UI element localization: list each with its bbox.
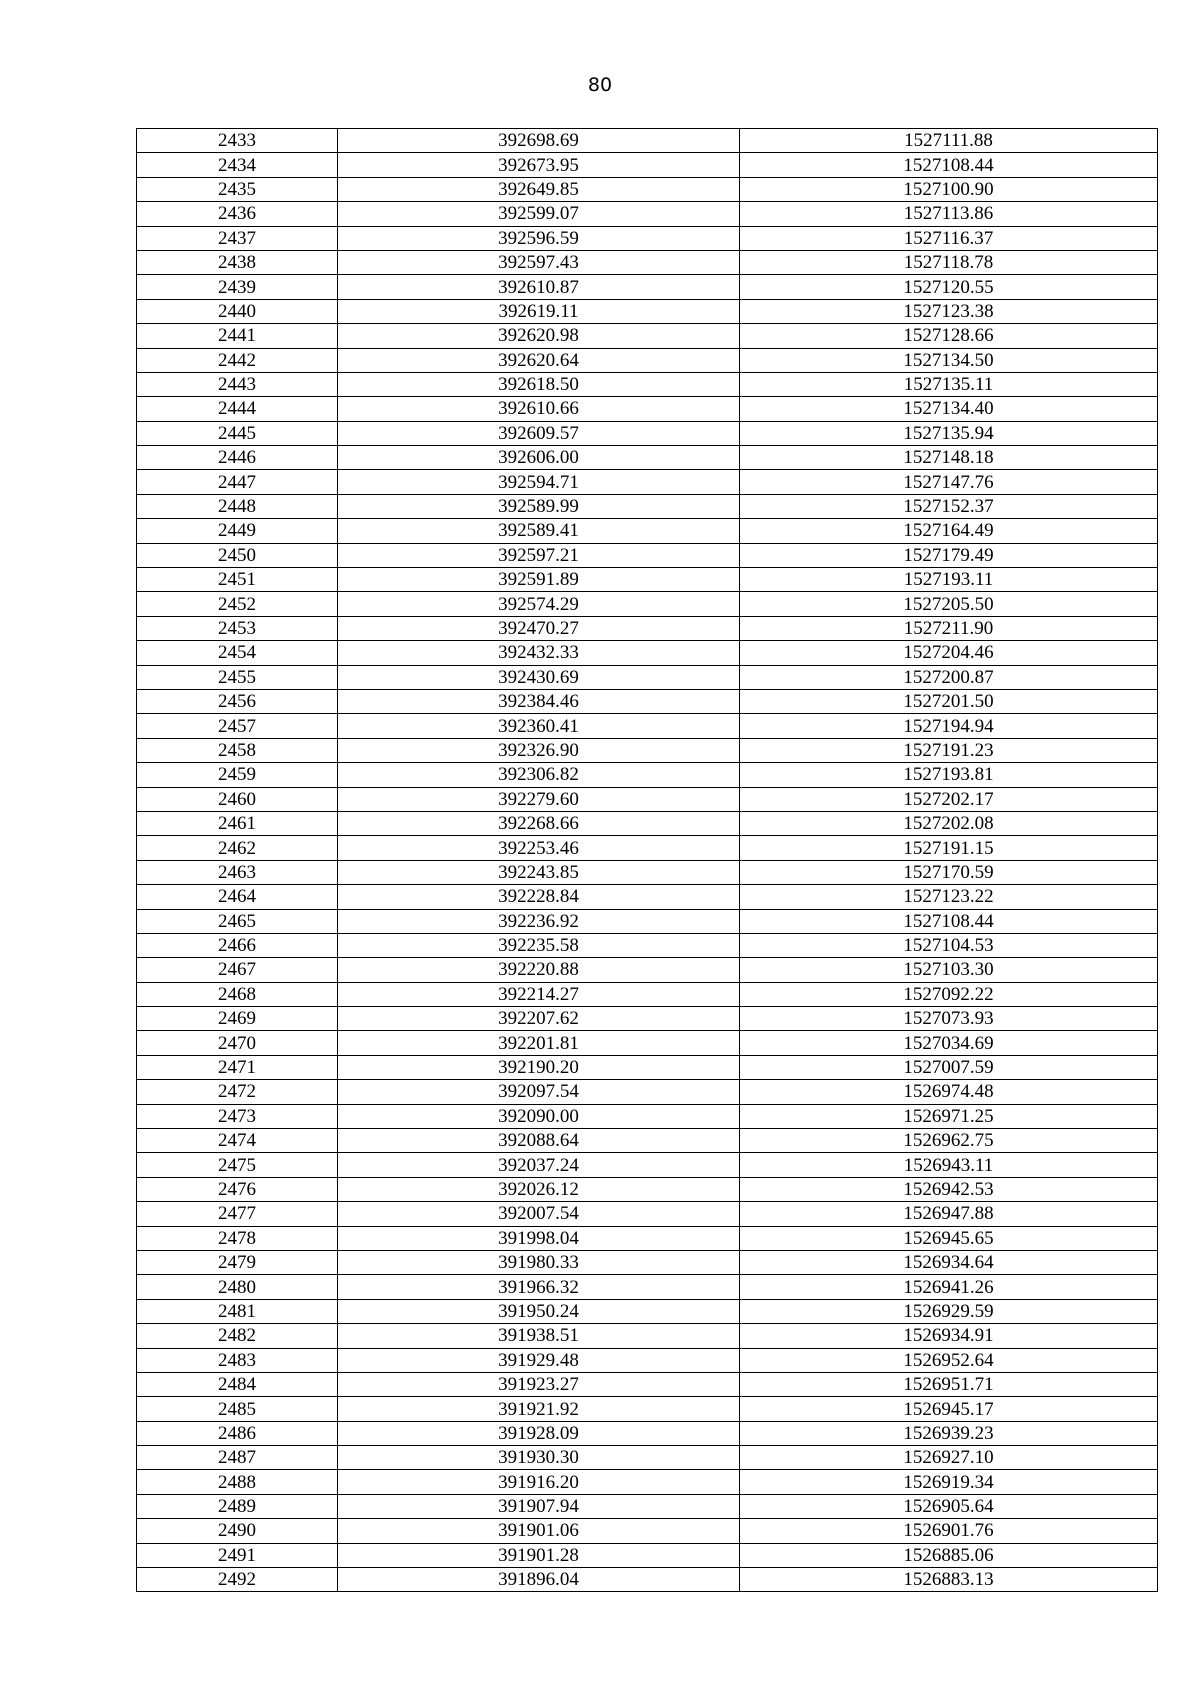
point-number-cell: 2486 (137, 1421, 338, 1445)
table-row (137, 1568, 1158, 1592)
y-coordinate-cell: 1526939.23 (740, 1421, 1158, 1445)
point-number-cell: 2449 (137, 519, 338, 543)
point-number-cell: 2434 (137, 153, 338, 177)
y-coordinate-cell: 1526883.13 (740, 1568, 1158, 1592)
y-coordinate-cell: 1526941.26 (740, 1275, 1158, 1299)
y-coordinate-cell: 1527148.18 (740, 446, 1158, 470)
point-number-cell: 2447 (137, 470, 338, 494)
point-number-cell: 2466 (137, 933, 338, 957)
point-number-cell: 2458 (137, 738, 338, 762)
table-row (137, 202, 1158, 226)
table-row (137, 446, 1158, 470)
coordinates-table (136, 128, 1158, 1592)
x-coordinate-cell: 391950.24 (338, 1299, 740, 1323)
y-coordinate-cell: 1527111.88 (740, 129, 1158, 153)
table-row (137, 1494, 1158, 1518)
point-number-cell: 2476 (137, 1177, 338, 1201)
y-coordinate-cell: 1526974.48 (740, 1080, 1158, 1104)
point-number-cell: 2464 (137, 885, 338, 909)
x-coordinate-cell: 392432.33 (338, 641, 740, 665)
point-number-cell: 2460 (137, 787, 338, 811)
x-coordinate-cell: 392190.20 (338, 1055, 740, 1079)
point-number-cell: 2446 (137, 446, 338, 470)
point-number-cell: 2439 (137, 275, 338, 299)
table-row (137, 129, 1158, 153)
table-row (137, 1226, 1158, 1250)
x-coordinate-cell: 391928.09 (338, 1421, 740, 1445)
point-number-cell: 2445 (137, 421, 338, 445)
y-coordinate-cell: 1526971.25 (740, 1104, 1158, 1128)
table-row (137, 275, 1158, 299)
point-number-cell: 2478 (137, 1226, 338, 1250)
y-coordinate-cell: 1527202.17 (740, 787, 1158, 811)
x-coordinate-cell: 392596.59 (338, 226, 740, 250)
point-number-cell: 2490 (137, 1519, 338, 1543)
table-row (137, 1543, 1158, 1567)
table-row (137, 1031, 1158, 1055)
point-number-cell: 2450 (137, 543, 338, 567)
point-number-cell: 2471 (137, 1055, 338, 1079)
x-coordinate-cell: 392610.66 (338, 397, 740, 421)
x-coordinate-cell: 392698.69 (338, 129, 740, 153)
table-row (137, 1250, 1158, 1274)
x-coordinate-cell: 392306.82 (338, 763, 740, 787)
x-coordinate-cell: 392618.50 (338, 372, 740, 396)
y-coordinate-cell: 1527007.59 (740, 1055, 1158, 1079)
point-number-cell: 2443 (137, 372, 338, 396)
point-number-cell: 2436 (137, 202, 338, 226)
table-row (137, 299, 1158, 323)
y-coordinate-cell: 1527194.94 (740, 714, 1158, 738)
y-coordinate-cell: 1527116.37 (740, 226, 1158, 250)
table-row (137, 1129, 1158, 1153)
y-coordinate-cell: 1527211.90 (740, 616, 1158, 640)
x-coordinate-cell: 391901.28 (338, 1543, 740, 1567)
table-row (137, 348, 1158, 372)
x-coordinate-cell: 392201.81 (338, 1031, 740, 1055)
x-coordinate-cell: 391929.48 (338, 1348, 740, 1372)
x-coordinate-cell: 392268.66 (338, 811, 740, 835)
y-coordinate-cell: 1527201.50 (740, 689, 1158, 713)
point-number-cell: 2437 (137, 226, 338, 250)
point-number-cell: 2480 (137, 1275, 338, 1299)
y-coordinate-cell: 1527204.46 (740, 641, 1158, 665)
table-row (137, 787, 1158, 811)
x-coordinate-cell: 392220.88 (338, 958, 740, 982)
table-row (137, 1202, 1158, 1226)
y-coordinate-cell: 1527100.90 (740, 177, 1158, 201)
point-number-cell: 2457 (137, 714, 338, 738)
y-coordinate-cell: 1526951.71 (740, 1372, 1158, 1396)
point-number-cell: 2472 (137, 1080, 338, 1104)
y-coordinate-cell: 1527118.78 (740, 250, 1158, 274)
table-row (137, 1275, 1158, 1299)
x-coordinate-cell: 392026.12 (338, 1177, 740, 1201)
point-number-cell: 2475 (137, 1153, 338, 1177)
x-coordinate-cell: 391938.51 (338, 1324, 740, 1348)
x-coordinate-cell: 391907.94 (338, 1494, 740, 1518)
x-coordinate-cell: 392326.90 (338, 738, 740, 762)
x-coordinate-cell: 392430.69 (338, 665, 740, 689)
table-row (137, 763, 1158, 787)
y-coordinate-cell: 1527108.44 (740, 153, 1158, 177)
x-coordinate-cell: 391921.92 (338, 1397, 740, 1421)
page-number: 80 (587, 74, 613, 96)
point-number-cell: 2440 (137, 299, 338, 323)
table-row (137, 1421, 1158, 1445)
x-coordinate-cell: 392235.58 (338, 933, 740, 957)
x-coordinate-cell: 392589.99 (338, 494, 740, 518)
table-row (137, 665, 1158, 689)
point-number-cell: 2455 (137, 665, 338, 689)
table-row (137, 689, 1158, 713)
x-coordinate-cell: 392090.00 (338, 1104, 740, 1128)
table-row (137, 1177, 1158, 1201)
table-row (137, 1348, 1158, 1372)
table-row (137, 885, 1158, 909)
point-number-cell: 2487 (137, 1446, 338, 1470)
x-coordinate-cell: 392088.64 (338, 1129, 740, 1153)
table-row (137, 568, 1158, 592)
x-coordinate-cell: 392384.46 (338, 689, 740, 713)
x-coordinate-cell: 392574.29 (338, 592, 740, 616)
x-coordinate-cell: 392619.11 (338, 299, 740, 323)
point-number-cell: 2468 (137, 982, 338, 1006)
point-number-cell: 2474 (137, 1129, 338, 1153)
point-number-cell: 2469 (137, 1007, 338, 1031)
point-number-cell: 2454 (137, 641, 338, 665)
x-coordinate-cell: 392610.87 (338, 275, 740, 299)
point-number-cell: 2465 (137, 909, 338, 933)
x-coordinate-cell: 392279.60 (338, 787, 740, 811)
point-number-cell: 2482 (137, 1324, 338, 1348)
y-coordinate-cell: 1527147.76 (740, 470, 1158, 494)
table-row (137, 592, 1158, 616)
point-number-cell: 2481 (137, 1299, 338, 1323)
y-coordinate-cell: 1527200.87 (740, 665, 1158, 689)
point-number-cell: 2433 (137, 129, 338, 153)
x-coordinate-cell: 392591.89 (338, 568, 740, 592)
x-coordinate-cell: 392207.62 (338, 1007, 740, 1031)
y-coordinate-cell: 1527123.38 (740, 299, 1158, 323)
point-number-cell: 2477 (137, 1202, 338, 1226)
x-coordinate-cell: 392360.41 (338, 714, 740, 738)
y-coordinate-cell: 1527135.94 (740, 421, 1158, 445)
point-number-cell: 2491 (137, 1543, 338, 1567)
y-coordinate-cell: 1527128.66 (740, 324, 1158, 348)
x-coordinate-cell: 392228.84 (338, 885, 740, 909)
y-coordinate-cell: 1526947.88 (740, 1202, 1158, 1226)
table-row (137, 1470, 1158, 1494)
y-coordinate-cell: 1527134.40 (740, 397, 1158, 421)
y-coordinate-cell: 1527034.69 (740, 1031, 1158, 1055)
y-coordinate-cell: 1527170.59 (740, 860, 1158, 884)
coordinates-table-body (137, 129, 1158, 1592)
point-number-cell: 2459 (137, 763, 338, 787)
table-row (137, 811, 1158, 835)
y-coordinate-cell: 1527103.30 (740, 958, 1158, 982)
x-coordinate-cell: 391923.27 (338, 1372, 740, 1396)
x-coordinate-cell: 391998.04 (338, 1226, 740, 1250)
table-row (137, 177, 1158, 201)
x-coordinate-cell: 391916.20 (338, 1470, 740, 1494)
y-coordinate-cell: 1527152.37 (740, 494, 1158, 518)
point-number-cell: 2452 (137, 592, 338, 616)
y-coordinate-cell: 1527179.49 (740, 543, 1158, 567)
y-coordinate-cell: 1527193.81 (740, 763, 1158, 787)
table-row (137, 616, 1158, 640)
table-row (137, 1446, 1158, 1470)
table-row (137, 226, 1158, 250)
x-coordinate-cell: 392097.54 (338, 1080, 740, 1104)
y-coordinate-cell: 1527193.11 (740, 568, 1158, 592)
y-coordinate-cell: 1526901.76 (740, 1519, 1158, 1543)
x-coordinate-cell: 392599.07 (338, 202, 740, 226)
table-row (137, 836, 1158, 860)
y-coordinate-cell: 1526927.10 (740, 1446, 1158, 1470)
point-number-cell: 2473 (137, 1104, 338, 1128)
table-row (137, 1397, 1158, 1421)
x-coordinate-cell: 392589.41 (338, 519, 740, 543)
y-coordinate-cell: 1526952.64 (740, 1348, 1158, 1372)
table-row (137, 372, 1158, 396)
y-coordinate-cell: 1526945.17 (740, 1397, 1158, 1421)
y-coordinate-cell: 1526943.11 (740, 1153, 1158, 1177)
x-coordinate-cell: 391930.30 (338, 1446, 740, 1470)
table-row (137, 982, 1158, 1006)
point-number-cell: 2456 (137, 689, 338, 713)
y-coordinate-cell: 1527113.86 (740, 202, 1158, 226)
y-coordinate-cell: 1526942.53 (740, 1177, 1158, 1201)
point-number-cell: 2462 (137, 836, 338, 860)
point-number-cell: 2435 (137, 177, 338, 201)
y-coordinate-cell: 1527092.22 (740, 982, 1158, 1006)
point-number-cell: 2489 (137, 1494, 338, 1518)
table-row (137, 397, 1158, 421)
point-number-cell: 2484 (137, 1372, 338, 1396)
point-number-cell: 2444 (137, 397, 338, 421)
x-coordinate-cell: 392649.85 (338, 177, 740, 201)
x-coordinate-cell: 392620.98 (338, 324, 740, 348)
table-row (137, 860, 1158, 884)
point-number-cell: 2479 (137, 1250, 338, 1274)
y-coordinate-cell: 1527108.44 (740, 909, 1158, 933)
point-number-cell: 2451 (137, 568, 338, 592)
point-number-cell: 2467 (137, 958, 338, 982)
y-coordinate-cell: 1527164.49 (740, 519, 1158, 543)
x-coordinate-cell: 391896.04 (338, 1568, 740, 1592)
x-coordinate-cell: 392620.64 (338, 348, 740, 372)
table-row (137, 543, 1158, 567)
y-coordinate-cell: 1526962.75 (740, 1129, 1158, 1153)
y-coordinate-cell: 1527120.55 (740, 275, 1158, 299)
point-number-cell: 2470 (137, 1031, 338, 1055)
x-coordinate-cell: 392214.27 (338, 982, 740, 1006)
table-row (137, 714, 1158, 738)
table-row (137, 470, 1158, 494)
point-number-cell: 2488 (137, 1470, 338, 1494)
x-coordinate-cell: 392007.54 (338, 1202, 740, 1226)
x-coordinate-cell: 391966.32 (338, 1275, 740, 1299)
y-coordinate-cell: 1526885.06 (740, 1543, 1158, 1567)
table-row (137, 641, 1158, 665)
point-number-cell: 2492 (137, 1568, 338, 1592)
table-row (137, 1080, 1158, 1104)
y-coordinate-cell: 1527191.23 (740, 738, 1158, 762)
point-number-cell: 2442 (137, 348, 338, 372)
point-number-cell: 2485 (137, 1397, 338, 1421)
x-coordinate-cell: 392597.21 (338, 543, 740, 567)
y-coordinate-cell: 1527134.50 (740, 348, 1158, 372)
table-row (137, 250, 1158, 274)
x-coordinate-cell: 392597.43 (338, 250, 740, 274)
table-row (137, 909, 1158, 933)
y-coordinate-cell: 1526934.64 (740, 1250, 1158, 1274)
table-row (137, 519, 1158, 543)
point-number-cell: 2441 (137, 324, 338, 348)
y-coordinate-cell: 1527073.93 (740, 1007, 1158, 1031)
table-row (137, 1324, 1158, 1348)
x-coordinate-cell: 392594.71 (338, 470, 740, 494)
y-coordinate-cell: 1527104.53 (740, 933, 1158, 957)
y-coordinate-cell: 1526945.65 (740, 1226, 1158, 1250)
point-number-cell: 2438 (137, 250, 338, 274)
table-row (137, 958, 1158, 982)
table-row (137, 1153, 1158, 1177)
x-coordinate-cell: 392609.57 (338, 421, 740, 445)
x-coordinate-cell: 392037.24 (338, 1153, 740, 1177)
y-coordinate-cell: 1527205.50 (740, 592, 1158, 616)
x-coordinate-cell: 392253.46 (338, 836, 740, 860)
x-coordinate-cell: 392243.85 (338, 860, 740, 884)
y-coordinate-cell: 1527191.15 (740, 836, 1158, 860)
x-coordinate-cell: 392236.92 (338, 909, 740, 933)
table-row (137, 1055, 1158, 1079)
y-coordinate-cell: 1526905.64 (740, 1494, 1158, 1518)
point-number-cell: 2483 (137, 1348, 338, 1372)
table-row (137, 1104, 1158, 1128)
table-row (137, 1007, 1158, 1031)
point-number-cell: 2448 (137, 494, 338, 518)
x-coordinate-cell: 391901.06 (338, 1519, 740, 1543)
y-coordinate-cell: 1526934.91 (740, 1324, 1158, 1348)
table-row (137, 1299, 1158, 1323)
y-coordinate-cell: 1527202.08 (740, 811, 1158, 835)
y-coordinate-cell: 1527135.11 (740, 372, 1158, 396)
point-number-cell: 2453 (137, 616, 338, 640)
table-row (137, 1372, 1158, 1396)
y-coordinate-cell: 1527123.22 (740, 885, 1158, 909)
y-coordinate-cell: 1526919.34 (740, 1470, 1158, 1494)
table-row (137, 494, 1158, 518)
table-row (137, 933, 1158, 957)
x-coordinate-cell: 392470.27 (338, 616, 740, 640)
y-coordinate-cell: 1526929.59 (740, 1299, 1158, 1323)
point-number-cell: 2463 (137, 860, 338, 884)
point-number-cell: 2461 (137, 811, 338, 835)
table-row (137, 738, 1158, 762)
table-row (137, 153, 1158, 177)
x-coordinate-cell: 392606.00 (338, 446, 740, 470)
table-row (137, 1519, 1158, 1543)
x-coordinate-cell: 392673.95 (338, 153, 740, 177)
table-row (137, 324, 1158, 348)
x-coordinate-cell: 391980.33 (338, 1250, 740, 1274)
table-row (137, 421, 1158, 445)
